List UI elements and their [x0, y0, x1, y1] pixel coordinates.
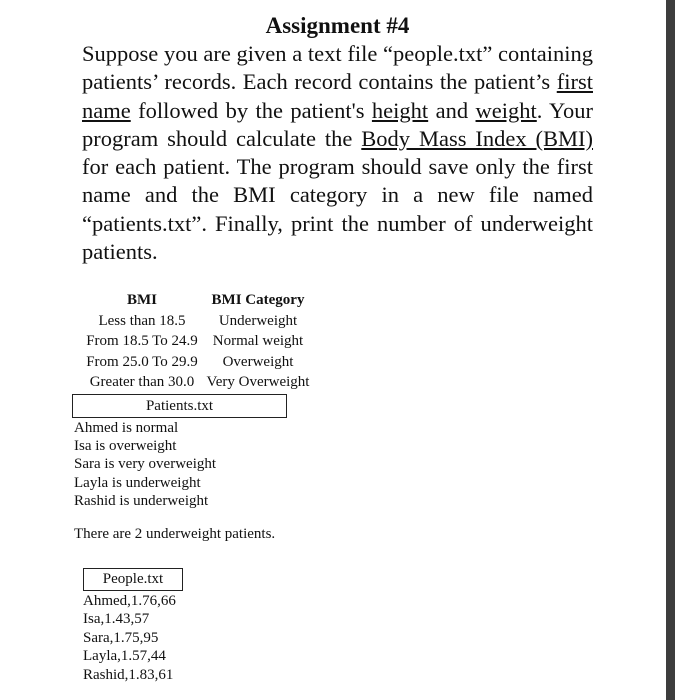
people-file-contents: [83, 592, 176, 684]
prompt-text: . Your program should calculate the: [82, 97, 593, 151]
list-item: Ahmed is normal: [74, 420, 179, 436]
page-edge-bar: [666, 0, 675, 700]
bmi-category-table: [82, 290, 314, 393]
table-cell-category: Underweight: [218, 312, 298, 329]
table-cell-bmi: From 18.5 To 24.9: [86, 333, 198, 349]
list-item: Isa,1.43,57: [83, 611, 150, 628]
table-cell-category: Very Overweight: [206, 374, 310, 390]
list-item: Rashid,1.83,61: [83, 666, 174, 683]
table-header-category: BMI Category: [211, 292, 305, 308]
list-item: Layla,1.57,44: [83, 648, 166, 665]
prompt-text: for each patient. The program should save only the first name and the BMI category in a new file named “patients.txt”. Finally, print the number of underweight patients.: [82, 154, 593, 265]
prompt-underline-height: height: [371, 97, 429, 123]
table-cell-bmi: From 25.0 To 29.9: [86, 353, 198, 370]
list-item: Sara is very overweight: [74, 456, 217, 473]
table-header-bmi: BMI: [127, 292, 157, 308]
patients-file-label: Patients.txt: [72, 394, 287, 418]
underweight-summary: There are 2 underweight patients.: [74, 526, 276, 542]
patients-file-contents: [74, 419, 216, 510]
table-row: [82, 372, 314, 393]
assignment-title: Assignment #4: [265, 13, 410, 38]
table-header-row: [82, 290, 314, 311]
list-item: Rashid is underweight: [74, 492, 209, 509]
prompt-underline-first-name: first name: [82, 69, 593, 123]
list-item: Ahmed,1.76,66: [83, 593, 176, 609]
prompt-underline-bmi: Body Mass Index (BMI): [361, 125, 594, 151]
table-row: [82, 311, 314, 332]
list-item: Isa is overweight: [74, 438, 177, 455]
list-item: Layla is underweight: [74, 474, 201, 491]
assignment-prompt: [82, 40, 593, 266]
table-cell-category: Overweight: [222, 353, 294, 370]
table-cell-bmi: Greater than 30.0: [89, 374, 195, 390]
prompt-text: Suppose you are given a text file “people.txt” containing patients’ records. Each record contains the patient’s: [82, 41, 593, 95]
table-cell-bmi: Less than 18.5: [98, 312, 186, 329]
people-file-label: People.txt: [83, 568, 183, 591]
list-item: Sara,1.75,95: [83, 629, 159, 646]
prompt-underline-weight: weight: [475, 97, 537, 123]
prompt-text: followed by the patient's: [130, 97, 372, 123]
table-row: [82, 352, 314, 373]
table-row: [82, 331, 314, 352]
table-cell-category: Normal weight: [212, 333, 304, 349]
prompt-text: and: [428, 97, 476, 123]
